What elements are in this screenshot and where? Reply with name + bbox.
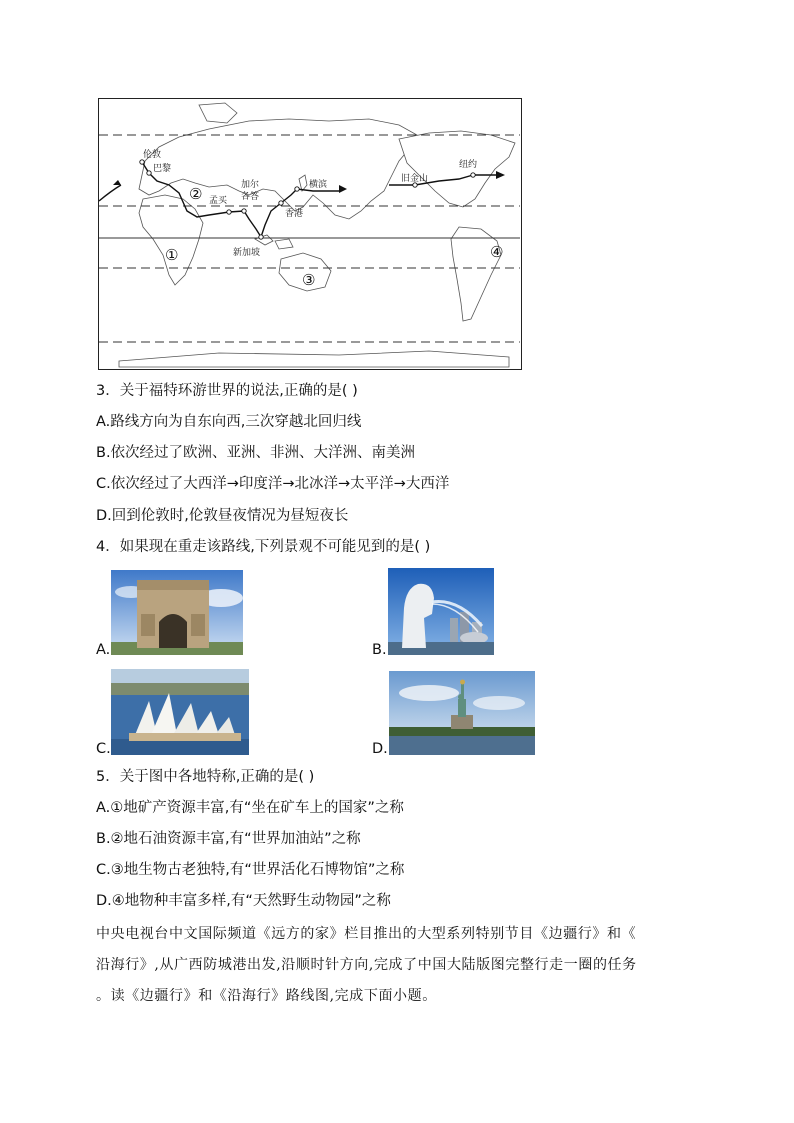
route-arrow-atlantic — [496, 171, 505, 179]
label-hongkong: 香港 — [285, 209, 304, 219]
q5-option-d: D.④地物种丰富多样,有“天然野生动物园”之称 — [96, 893, 391, 909]
passage-line-2: 沿海行》,从广西防城港出发,沿顺时针方向,完成了中国大陆版图完整行走一圈的任务 — [96, 957, 637, 973]
label-paris: 巴黎 — [153, 164, 172, 174]
statue-of-liberty-photo — [389, 671, 535, 755]
q5-option-c: C.③地生物古老独特,有“世界活化石博物馆”之称 — [96, 862, 405, 878]
label-kolkata-2: 各答 — [241, 192, 260, 202]
route-map-svg — [99, 99, 520, 368]
q4-photo-d-letter: D. — [372, 741, 388, 757]
marker-2: ② — [189, 185, 203, 203]
q4-photo-a-letter: A. — [96, 642, 111, 658]
q3-option-b: B.依次经过了欧洲、亚洲、非洲、大洋洲、南美洲 — [96, 445, 416, 461]
q5-option-b: B.②地石油资源丰富,有“世界加油站”之称 — [96, 831, 361, 847]
label-mumbai: 孟买 — [209, 196, 228, 206]
route-start-arrow — [113, 180, 121, 185]
q4-stem: 4．如果现在重走该路线,下列景观不可能见到的是( ) — [96, 539, 431, 555]
merlion-photo — [388, 568, 494, 655]
q4-photo-c-letter: C. — [96, 741, 111, 757]
world-route-map — [98, 98, 522, 370]
passage-line-1: 中央电视台中文国际频道《远方的家》栏目推出的大型系列特别节目《边疆行》和《 — [96, 926, 637, 942]
label-singapore: 新加坡 — [233, 248, 261, 258]
label-newyork: 纽约 — [459, 160, 478, 170]
passage-line-3: 。读《边疆行》和《沿海行》路线图,完成下面小题。 — [96, 988, 437, 1004]
continent-outlines — [119, 103, 515, 367]
q4-photo-b-letter: B. — [372, 642, 387, 658]
q3-stem: 3．关于福特环游世界的说法,正确的是( ) — [96, 383, 358, 399]
q3-option-c: C.依次经过了大西洋→印度洋→北冰洋→太平洋→大西洋 — [96, 476, 450, 492]
label-sanfrancisco: 旧金山 — [401, 174, 429, 184]
q5-option-a: A.①地矿产资源丰富,有“坐在矿车上的国家”之称 — [96, 800, 404, 816]
q3-option-a: A.路线方向为自东向西,三次穿越北回归线 — [96, 414, 362, 430]
q5-stem: 5．关于图中各地特称,正确的是( ) — [96, 769, 315, 785]
arc-de-triomphe-photo — [111, 570, 243, 655]
route-start-line — [99, 185, 121, 201]
marker-4: ④ — [490, 243, 504, 261]
reading-passage — [96, 919, 700, 1012]
marker-1: ① — [165, 246, 179, 264]
q3-option-d: D.回到伦敦时,伦敦昼夜情况为昼短夜长 — [96, 508, 349, 524]
label-kolkata-1: 加尔 — [241, 180, 260, 190]
marker-3: ③ — [302, 271, 316, 289]
label-london: 伦敦 — [143, 150, 162, 160]
sydney-opera-house-photo — [111, 669, 249, 755]
label-yokohama: 横滨 — [309, 180, 328, 190]
